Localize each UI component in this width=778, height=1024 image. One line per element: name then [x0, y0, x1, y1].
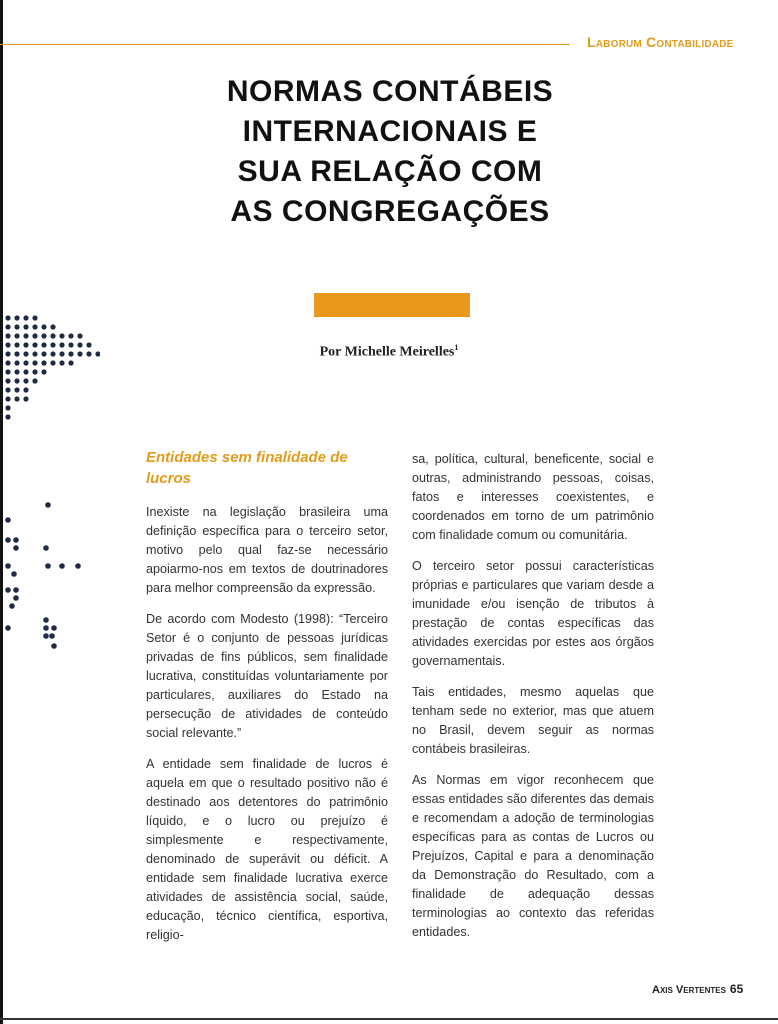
article-title [160, 72, 620, 232]
bottom-page-edge [0, 1018, 778, 1020]
decorative-dot [5, 324, 10, 329]
decorative-dot [59, 333, 64, 338]
decorative-dot [13, 595, 19, 601]
decorative-dot [5, 537, 11, 543]
byline [0, 343, 778, 361]
decorative-dot [32, 378, 37, 383]
decorative-dot [13, 537, 19, 543]
decorative-dot [5, 414, 10, 419]
decorative-dot [23, 369, 28, 374]
decorative-dot [23, 360, 28, 365]
decorative-dot [75, 563, 81, 569]
section-label [587, 34, 734, 50]
byline-author: Por Michelle Meirelles [319, 344, 455, 360]
paragraph: De acordo com Modesto (1998): “Terceiro Setor é o conjunto de pessoas jurídicas privadas de fins públicos, sem finalidade lucrativa, constituídas voluntariamente por particulares, auxiliares do Estado na persecução de atividades de conteúdo social relevante.” [146, 612, 388, 740]
decorative-dot [14, 324, 19, 329]
decorative-dot [50, 333, 55, 338]
decorative-dot [51, 643, 57, 649]
footer-publication: Axis Vertentes [652, 984, 726, 996]
decorative-dot [45, 563, 51, 569]
section-label-text: Laborum Contabilidade [587, 34, 734, 50]
decorative-dot [23, 333, 28, 338]
paragraph: O terceiro setor possui características próprias e particulares que variam desde a imunidade e/ou isenção de tributos à prestação de contas específicas das atividades exercidas por estes aos órgãos governamentais. [412, 559, 654, 668]
decorative-dot [5, 369, 10, 374]
paragraph: A entidade sem finalidade de lucros é aquela em que o resultado positivo não é destinado aos detentores do patrimônio líquido, e o lucro ou prejuízo é simplesmente e respectivamente, denominado de superávit ou déficit. A entidade sem finalidade lucrativa exerce atividades de assistência social, saúde, educação, técnico científica, esportiva, religio- [146, 757, 388, 942]
decorative-dot [32, 315, 37, 320]
decorative-dot [59, 563, 65, 569]
decorative-dot [14, 369, 19, 374]
decorative-dot [59, 360, 64, 365]
decorative-dot [32, 333, 37, 338]
decorative-dot [5, 587, 11, 593]
decorative-dot [13, 545, 19, 551]
decorative-dot [41, 324, 46, 329]
decorative-dot [23, 315, 28, 320]
decorative-dot [68, 333, 73, 338]
decorative-dot [68, 360, 73, 365]
decorative-dot [5, 405, 10, 410]
paragraph: Tais entidades, mesmo aquelas que tenham sede no exterior, mas que atuem no Brasil, devem seguir as normas contábeis brasileiras. [412, 685, 654, 756]
paragraph: sa, política, cultural, beneficente, social e outras, administrando pessoas, coisas, fatos e interesses coexistentes, e coordenados em torno de um patrimônio com finalidade comum ou comunitária. [412, 452, 654, 542]
decorative-dot [45, 502, 51, 508]
decorative-dot [49, 633, 55, 639]
article-column-left [146, 447, 388, 957]
decorative-dot [14, 387, 19, 392]
decorative-dot [41, 369, 46, 374]
title-line-3: SUA RELAÇÃO COM [237, 155, 543, 188]
decorative-dot [23, 324, 28, 329]
decorative-dot [5, 387, 10, 392]
decorative-dot [5, 378, 10, 383]
byline-footnote-marker: 1 [454, 343, 459, 352]
decorative-dot [5, 517, 11, 523]
decorative-dot [5, 333, 10, 338]
decorative-dot [14, 378, 19, 383]
decorative-dot [14, 396, 19, 401]
decorative-dot [14, 315, 19, 320]
decorative-dot [13, 587, 19, 593]
page-footer [652, 982, 743, 996]
decorative-dot [23, 396, 28, 401]
decorative-dot [9, 603, 15, 609]
article-column-right [412, 450, 654, 954]
decorative-dot [43, 625, 49, 631]
article-subheading: Entidades sem finalidade de lucros [146, 449, 348, 487]
title-line-4: AS CONGREGAÇÕES [230, 195, 550, 228]
accent-bar [314, 293, 470, 317]
decorative-dot [5, 625, 11, 631]
paragraph: Inexiste na legislação brasileira uma definição específica para o terceiro setor, motivo pelo qual faz-se necessário apoiarmo-nos em textos de doutrinadores para melhor compreensão da expressão. [146, 505, 388, 595]
footer-page-number: 65 [729, 982, 744, 996]
paragraph: As Normas em vigor reconhecem que essas entidades são diferentes das demais e recomendam a adoção de terminologias específicas para as contas de Lucros ou Prejuízos, Capital e para a denominação da Demonstração do Resultado, com a finalidade de adequação dessas terminologias ao contexto das referidas entidades. [412, 773, 654, 939]
decorative-dot [32, 324, 37, 329]
decorative-dot [41, 333, 46, 338]
decorative-dot [23, 378, 28, 383]
decorative-dot [43, 633, 49, 639]
decorative-dot [43, 617, 49, 623]
decorative-dot [23, 387, 28, 392]
decorative-dot [11, 571, 17, 577]
decorative-dot [77, 333, 82, 338]
decorative-dot [32, 360, 37, 365]
decorative-dot [5, 360, 10, 365]
decorative-dot [5, 563, 11, 569]
title-line-1: NORMAS CONTÁBEIS [226, 75, 554, 108]
decorative-dot [51, 625, 57, 631]
decorative-dot [5, 315, 10, 320]
decorative-dot [50, 324, 55, 329]
title-line-2: INTERNACIONAIS E [242, 115, 538, 148]
decorative-dot [43, 545, 49, 551]
decorative-dot [32, 369, 37, 374]
decorative-dot [5, 396, 10, 401]
decorative-dot [14, 360, 19, 365]
decorative-dot [50, 360, 55, 365]
decorative-dot [41, 360, 46, 365]
decorative-dot [14, 333, 19, 338]
